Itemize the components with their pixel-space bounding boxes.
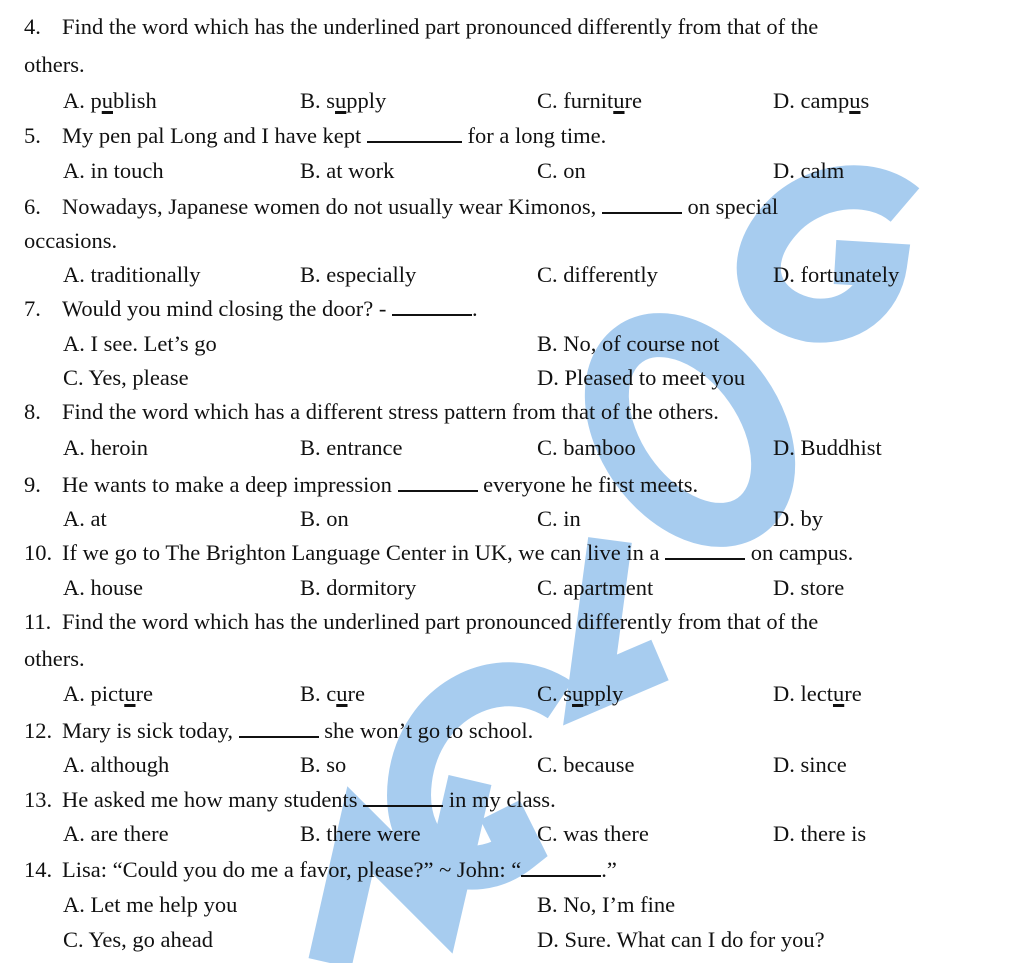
- option-d[interactable]: D. calm: [773, 158, 845, 183]
- option-a[interactable]: A. I see. Let’s go: [63, 331, 217, 356]
- option-a[interactable]: A. although: [63, 752, 170, 777]
- option-c[interactable]: C. Yes, please: [63, 365, 189, 390]
- question-text: Nowadays, Japanese women do not usually wear Kimonos, on special: [62, 194, 779, 219]
- answer-blank: [363, 785, 443, 807]
- answer-blank: [392, 294, 472, 316]
- option-c[interactable]: C. was there: [537, 821, 649, 846]
- option-d[interactable]: D. store: [773, 575, 845, 600]
- option-a[interactable]: A. are there: [63, 821, 169, 846]
- question-text: My pen pal Long and I have kept for a long time.: [62, 123, 607, 148]
- question-11: [24, 607, 819, 637]
- question-number: 6.: [24, 194, 41, 219]
- question-text: Mary is sick today, she won’t go to school.: [62, 718, 534, 743]
- option-b[interactable]: B. so: [300, 752, 347, 777]
- option-c[interactable]: C. Yes, go ahead: [63, 927, 214, 952]
- option-a[interactable]: A. publish: [63, 88, 157, 113]
- option-d[interactable]: D. there is: [773, 821, 867, 846]
- question-number: 5.: [24, 123, 41, 148]
- question-4: [24, 12, 819, 42]
- question-number: 9.: [24, 472, 41, 497]
- question-number: 14.: [24, 857, 53, 882]
- answer-blank: [521, 855, 601, 877]
- option-a[interactable]: A. heroin: [63, 435, 148, 460]
- option-b[interactable]: B. especially: [300, 262, 417, 287]
- question-9: [24, 470, 699, 500]
- option-c[interactable]: C. on: [537, 158, 586, 183]
- option-c[interactable]: C. apartment: [537, 575, 654, 600]
- option-c[interactable]: C. differently: [537, 262, 658, 287]
- option-b[interactable]: B. at work: [300, 158, 395, 183]
- question-14: [24, 855, 617, 885]
- question-number: 12.: [24, 718, 53, 743]
- option-a[interactable]: A. in touch: [63, 158, 164, 183]
- question-number: 11.: [24, 609, 52, 634]
- option-c[interactable]: C. furniture: [537, 88, 642, 113]
- question-6: [24, 192, 779, 222]
- option-b[interactable]: B. supply: [300, 88, 387, 113]
- option-d[interactable]: D. since: [773, 752, 847, 777]
- option-c[interactable]: C. because: [537, 752, 635, 777]
- question-10: [24, 538, 854, 568]
- option-d[interactable]: D. Sure. What can I do for you?: [537, 927, 825, 952]
- option-a[interactable]: A. traditionally: [63, 262, 201, 287]
- question-text: Find the word which has the underlined part pronounced differently from that of the: [62, 14, 819, 39]
- answer-blank: [398, 470, 478, 492]
- option-c[interactable]: C. in: [537, 506, 581, 531]
- option-d[interactable]: D. campus: [773, 88, 870, 113]
- option-a[interactable]: A. house: [63, 575, 143, 600]
- question-text: If we go to The Brighton Language Center in UK, we can live in a on campus.: [62, 540, 854, 565]
- question-number: 13.: [24, 787, 53, 812]
- question-5: [24, 121, 607, 151]
- question-text: Lisa: “Could you do me a favor, please?” ~ John: “ .”: [62, 857, 617, 882]
- question-number: 8.: [24, 399, 41, 424]
- answer-blank: [239, 716, 319, 738]
- question-12: [24, 716, 534, 746]
- option-a[interactable]: A. Let me help you: [63, 892, 238, 917]
- option-a[interactable]: A. picture: [63, 681, 153, 706]
- option-b[interactable]: B. dormitory: [300, 575, 417, 600]
- option-b[interactable]: B. on: [300, 506, 349, 531]
- answer-blank: [602, 192, 682, 214]
- question-7: [24, 294, 478, 324]
- question-13: [24, 785, 556, 815]
- question-text: He wants to make a deep impression everyone he first meets.: [62, 472, 699, 497]
- question-number: 4.: [24, 14, 41, 39]
- option-d[interactable]: D. lecture: [773, 681, 862, 706]
- option-b[interactable]: B. No, of course not: [537, 331, 720, 356]
- question-text: Find the word which has the underlined part pronounced differently from that of the: [62, 609, 819, 634]
- option-d[interactable]: D. fortunately: [773, 262, 900, 287]
- question-number: 7.: [24, 296, 41, 321]
- option-d[interactable]: D. by: [773, 506, 823, 531]
- question-text-continued: others.: [24, 52, 85, 77]
- option-d[interactable]: D. Buddhist: [773, 435, 882, 460]
- option-d[interactable]: D. Pleased to meet you: [537, 365, 746, 390]
- option-c[interactable]: C. supply: [537, 681, 624, 706]
- question-8: [24, 397, 719, 427]
- question-number: 10.: [24, 540, 53, 565]
- option-b[interactable]: B. cure: [300, 681, 365, 706]
- option-b[interactable]: B. entrance: [300, 435, 403, 460]
- question-text: He asked me how many students in my class.: [62, 787, 556, 812]
- answer-blank: [367, 121, 462, 143]
- question-text-continued: others.: [24, 646, 85, 671]
- option-a[interactable]: A. at: [63, 506, 107, 531]
- answer-blank: [665, 538, 745, 560]
- question-text-continued: occasions.: [24, 228, 118, 253]
- question-text: Find the word which has a different stress pattern from that of the others.: [62, 399, 719, 424]
- option-b[interactable]: B. No, I’m fine: [537, 892, 676, 917]
- option-b[interactable]: B. there were: [300, 821, 421, 846]
- option-c[interactable]: C. bamboo: [537, 435, 636, 460]
- question-text: Would you mind closing the door? - .: [62, 296, 478, 321]
